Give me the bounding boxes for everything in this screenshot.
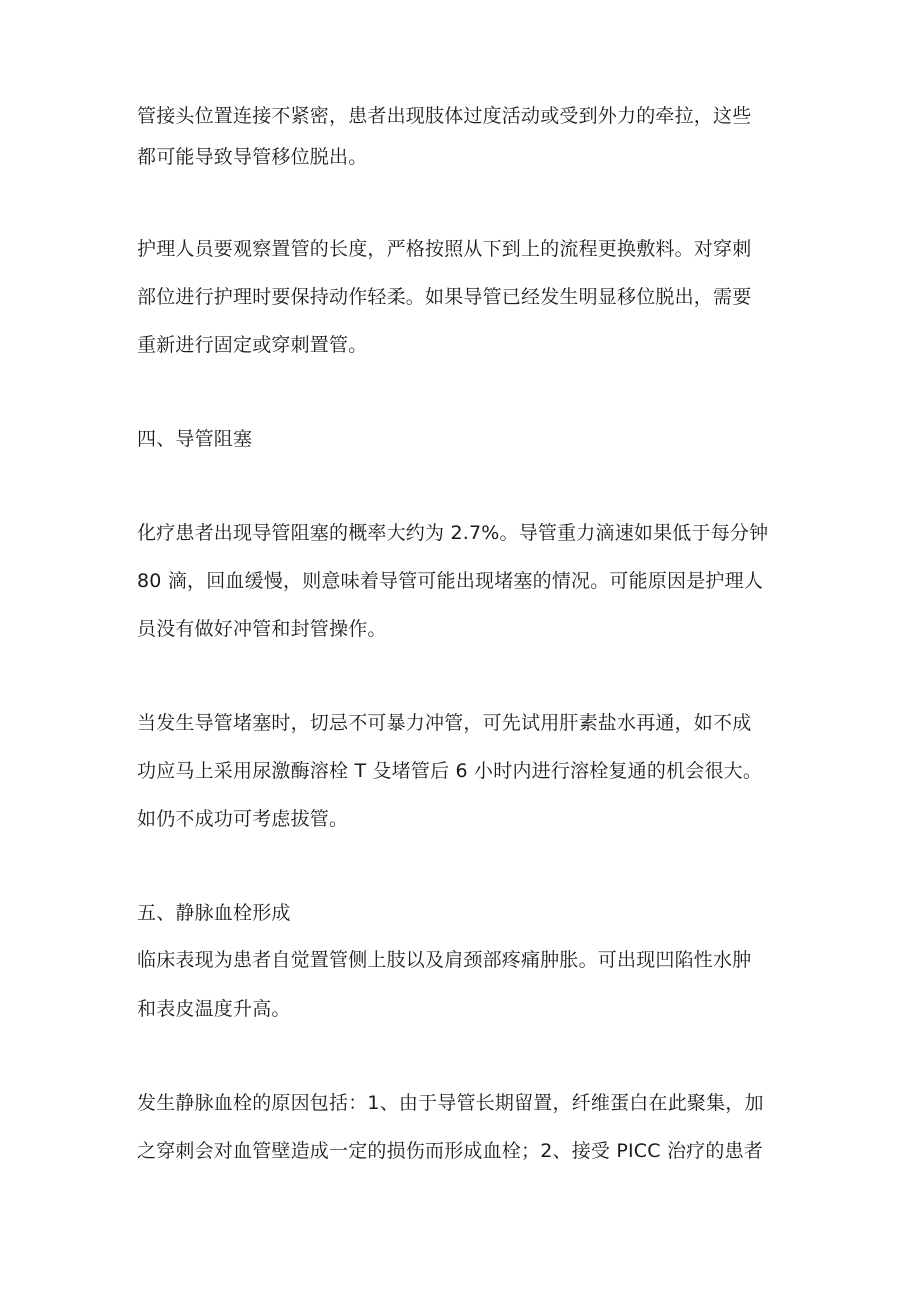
section-heading: 四、导管阻塞: [137, 428, 253, 450]
text-line: 当发生导管堵塞时，切忌不可暴力冲管，可先试用肝素盐水再通，如不成: [137, 712, 752, 734]
text-line: 护理人员要观察置管的长度，严格按照从下到上的流程更换敷料。对穿刺: [137, 238, 752, 260]
text-line: 临床表现为患者自觉置管侧上肢以及肩颈部疼痛肿胀。可出现凹陷性水肿: [137, 949, 752, 971]
text-line: 员没有做好冲管和封管操作。: [137, 618, 387, 640]
text-line: 发生静脉血栓的原因包括：1、由于导管长期留置，纤维蛋白在此聚集，加: [137, 1092, 764, 1114]
text-line: 功应马上采用尿激酶溶栓 T 殳堵管后 6 小时内进行溶栓复通的机会很大。: [137, 760, 763, 782]
text-line: 管接头位置连接不紧密，患者出现肢体过度活动或受到外力的牵拉，这些: [137, 105, 752, 127]
text-line: 80 滴，回血缓慢，则意味着导管可能出现堵塞的情况。可能原因是护理人: [137, 570, 764, 592]
text-line: 之穿刺会对血管壁造成一定的损伤而形成血栓；2、接受 PICC 治疗的患者: [137, 1140, 763, 1162]
text-line: 化疗患者出现导管阻塞的概率大约为 2.7%。导管重力滴速如果低于每分钟: [137, 522, 769, 544]
section-heading: 五、静脉血栓形成: [137, 902, 291, 924]
text-line: 都可能导致导管移位脱出。: [137, 146, 368, 168]
text-line: 重新进行固定或穿刺置管。: [137, 334, 368, 356]
text-line: 和表皮温度升高。: [137, 998, 291, 1020]
text-line: 部位进行护理时要保持动作轻柔。如果导管已经发生明显移位脱出，需要: [137, 286, 752, 308]
text-line: 如仍不成功可考虑拔管。: [137, 808, 349, 830]
